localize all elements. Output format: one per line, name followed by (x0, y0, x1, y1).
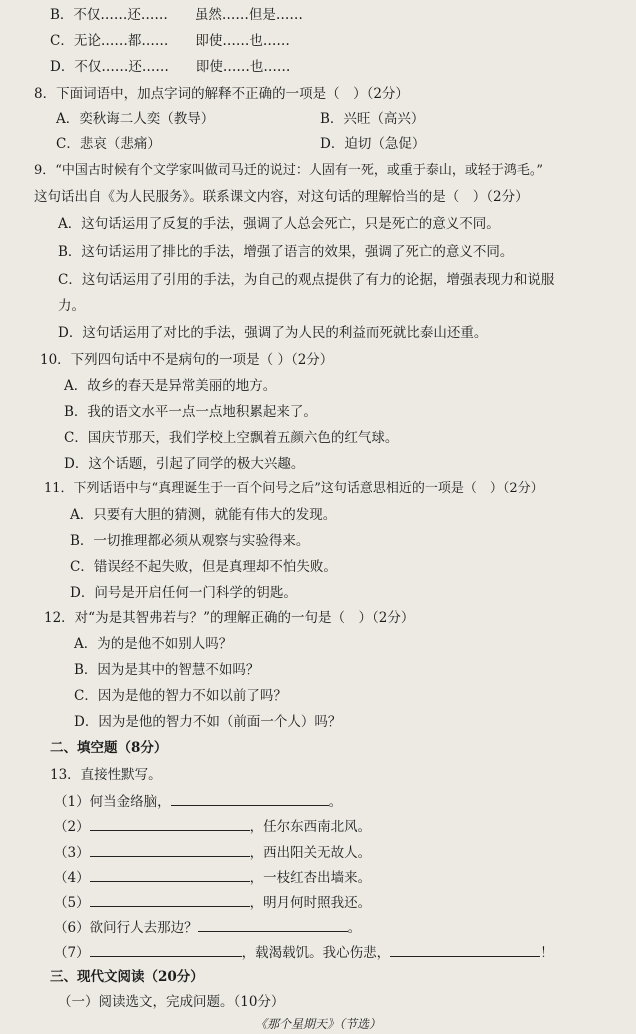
fill-item-1: （1）何当金络脑， 。 (54, 791, 342, 812)
q10-option-b: B．我的语文水平一点一点地积累起来了。 (64, 404, 317, 420)
section-3-subtitle: （一）阅读选文，完成问题。（10分） (58, 994, 285, 1010)
q9-option-d: D．这句话运用了对比的手法，强调了为人民的利益而死就比泰山还重。 (58, 325, 488, 341)
q8-option-a: A．奕秋诲二人奕（教导） (56, 111, 215, 127)
q13-stem: 13．直接性默写。 (50, 767, 162, 783)
fill-item-5: （5） ，明月何时照我还。 (54, 892, 371, 913)
section-3-title: 三、现代文阅读（20分） (50, 969, 204, 985)
q7-option-c: C．无论……都…… 即使……也…… (50, 33, 290, 49)
q10-stem: 10．下列四句话中不是病句的一项是（ ）（2分） (40, 352, 334, 368)
passage-title: 《那个星期天》（节选） (255, 1017, 382, 1031)
q7-option-b: B．不仅……还…… 虽然……但是…… (50, 7, 303, 23)
q7-option-d: D．不仅……还…… 即使……也…… (50, 59, 291, 75)
fill-item-6: （6）欲问行人去那边？ 。 (54, 917, 361, 938)
q10-option-d: D．这个话题，引起了同学的极大兴趣。 (64, 456, 305, 472)
q9-option-c-line2: 力。 (58, 298, 85, 314)
q10-option-c: C．国庆节那天，我们学校上空飘着五颜六色的红气球。 (64, 430, 399, 446)
section-2-title: 二、填空题（8分） (50, 740, 168, 756)
q8-option-d: D．迫切（急促） (320, 136, 426, 152)
q11-option-d: D．问号是开启任何一门科学的钥匙。 (70, 585, 297, 601)
q9-stem-line1: 9．“中国古时候有个文学家叫做司马迁的说过：人固有一死，或重于泰山，或轻于鸿毛。” (34, 163, 544, 178)
fill-blank-2[interactable] (90, 816, 250, 831)
fill-blank-6[interactable] (198, 917, 348, 932)
q8-stem: 8．下面词语中，加点字词的解释不正确的一项是（ ）（2分） (34, 86, 409, 102)
q12-stem: 12．对“为是其智弗若与？”的理解正确的一句是（ ）（2分） (44, 610, 415, 626)
q9-option-a: A．这句话运用了反复的手法，强调了人总会死亡，只是死亡的意义不同。 (58, 216, 500, 232)
q11-option-a: A．只要有大胆的猜测，就能有伟大的发现。 (70, 507, 337, 523)
fill-item-3: （3） ，西出阳关无故人。 (54, 842, 371, 863)
q8-option-b: B．兴旺（高兴） (320, 111, 425, 127)
fill-item-2: （2） ，任尔东西南北风。 (54, 816, 371, 837)
fill-item-7: （7） ，载渴载饥。我心伤悲， ！ (54, 942, 554, 963)
fill-item-4: （4） ，一枝红杏出墙来。 (54, 867, 371, 888)
q12-option-b: B．因为是其中的智慧不如吗？ (74, 662, 260, 678)
q11-stem: 11．下列话语中与“真理诞生于一百个问号之后”这句话意思相近的一项是（ ）（2分） (44, 481, 544, 496)
q12-option-c: C．因为是他的智力不如以前了吗？ (74, 688, 287, 704)
q9-option-b: B．这句话运用了排比的手法，增强了语言的效果，强调了死亡的意义不同。 (58, 244, 514, 260)
q12-option-a: A．为的是他不如别人吗？ (74, 636, 233, 652)
q9-option-c-line1: C．这句话运用了引用的手法，为自己的观点提供了有力的论据，增强表现力和说服 (58, 272, 555, 288)
fill-blank-4[interactable] (90, 867, 250, 882)
q11-option-c: C．错误经不起失败，但是真理却不怕失败。 (70, 559, 337, 575)
fill-blank-5[interactable] (90, 892, 250, 907)
q11-option-b: B．一切推理都必须从观察与实验得来。 (70, 533, 310, 549)
fill-blank-3[interactable] (90, 842, 250, 857)
q12-option-d: D．因为是他的智力不如（前面一个人）吗？ (74, 714, 342, 730)
fill-blank-7a[interactable] (90, 942, 242, 957)
q9-stem-line2: 这句话出自《为人民服务》。联系课文内容，对这句话的理解恰当的是（ ）（2分） (34, 189, 529, 205)
fill-blank-1[interactable] (171, 791, 329, 806)
q10-option-a: A．故乡的春天是异常美丽的地方。 (64, 378, 277, 394)
q8-option-c: C．悲哀（悲痛） (56, 136, 161, 152)
fill-blank-7b[interactable] (390, 942, 540, 957)
